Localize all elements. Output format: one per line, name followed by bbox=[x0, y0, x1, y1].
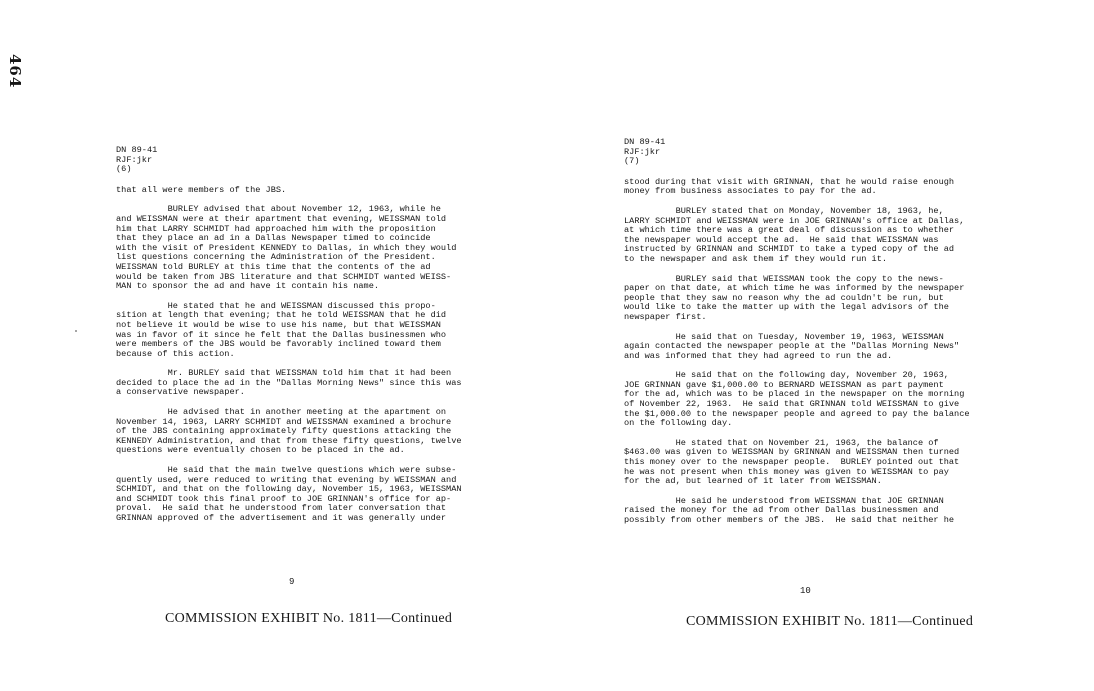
typist-initials: RJF:jkr bbox=[116, 154, 153, 165]
paragraph: BURLEY advised that about November 12, 1963, while he and WEISSMAN were at their apartment that evening, WEISSMAN told him that LARRY SCHMIDT had approached him with the proposition that they place an ad in a Dallas Newspaper timed to coincide with the visit of President KENNEDY to Dallas, in which they would list questions concerning the Administration of the President. WEISSMAN told BURLEY at this time that the contents of the ad would be taken from JBS literature and that SCHMIDT wanted WEISS- MAN to sponsor the ad and have it contain his name. bbox=[116, 204, 457, 292]
left-exhibit-caption: COMMISSION EXHIBIT No. 1811—Continued bbox=[165, 611, 453, 626]
paragraph: Mr. BURLEY said that WEISSMAN told him that it had been decided to place the ad in the "Dallas Morning News" since this was a conservative newspaper. bbox=[116, 368, 462, 398]
right-page-number: 10 bbox=[800, 586, 811, 596]
right-page-text bbox=[624, 138, 1008, 526]
paragraph: He stated that he and WEISSMAN discussed this propo- sition at length that evening; that he told WEISSMAN that he did not believe it would be wise to use his name, but that WEISSMAN was in favor of it since he felt that the Dallas businessmen who were members of the JBS would be favorably inclined toward them because of this action. bbox=[116, 300, 447, 359]
paragraph: He stated that on November 21, 1963, the balance of $463.00 was given to WEISSMAN by GRINNAN and WEISSMAN then turned this money over to the newspaper people. BURLEY pointed out that he was not present when this money was given to WEISSMAN to pay for the ad, but learned of it later from WEISSMAN. bbox=[624, 437, 960, 487]
paragraph: He said that on the following day, November 20, 1963, JOE GRINNAN gave $1,000.00 to BERNARD WEISSMAN as part payment for the ad, which was to be placed in the newspaper on the morning of November 22, 1963. He said that GRINNAN told WEISSMAN to give the $1,000.00 to the newspaper people and agreed to pay the balance on the following day. bbox=[624, 370, 970, 429]
continuation-text: that all were members of the JBS. bbox=[116, 184, 287, 195]
left-page-text bbox=[116, 146, 498, 524]
file-number: DN 89-41 bbox=[116, 145, 158, 155]
scan-speck bbox=[75, 330, 77, 332]
right-page-header bbox=[624, 138, 1008, 167]
paragraph: BURLEY said that WEISSMAN took the copy to the news- paper on that date, at which time he was informed by the newspaper people that they saw no reason why the ad couldn't be run, but would like to take the matter up with the legal advisors of the newspaper first. bbox=[624, 273, 965, 322]
left-page-header bbox=[116, 146, 498, 175]
paragraph: He advised that in another meeting at the apartment on November 14, 1963, LARRY SCHMIDT and WEISSMAN examined a brochure of the JBS containing approximately fifty questions attacking the KENNEDY Administration, and that from these fifty questions, twelve questions were eventually chosen to be placed in the ad. bbox=[116, 407, 462, 456]
sheet-number: (7) bbox=[624, 156, 640, 167]
sheet-number: (6) bbox=[116, 164, 132, 175]
paragraph: He said that the main twelve questions which were subse- quently used, were reduced to writing that evening by WEISSMAN and SCHMIDT, and that on the following day, November 15, 1963, WEISSMAN and SCHMIDT took this final proof to JOE GRINNAN's office for ap- proval. He said that he understood from later conversation that GRINNAN approved of the advertisement and it was generally under bbox=[116, 465, 462, 523]
paragraph: BURLEY stated that on Monday, November 18, 1963, he, LARRY SCHMIDT and WEISSMAN were in JOE GRINNAN's office at Dallas, at which time there was a great deal of discussion as to whether the newspaper would accept the ad. He said that WEISSMAN was instructed by GRINNAN and SCHMIDT to take a typed copy of the ad to the newspaper and ask them if they would run it. bbox=[624, 205, 965, 264]
sheet-page-number: 464 bbox=[6, 54, 24, 89]
right-exhibit-caption: COMMISSION EXHIBIT No. 1811—Continued bbox=[686, 614, 974, 629]
file-number: DN 89-41 bbox=[624, 137, 666, 147]
continuation-text: stood during that visit with GRINNAN, that he would raise enough money from business associates to pay for the ad. bbox=[624, 176, 955, 197]
paragraph: He said that on Tuesday, November 19, 1963, WEISSMAN again contacted the newspaper people at the "Dallas Morning News" and was informed that they had agreed to run the ad. bbox=[624, 331, 960, 361]
left-page-number: 9 bbox=[289, 577, 295, 587]
paragraph: He said he understood from WEISSMAN that JOE GRINNAN raised the money for the ad from other Dallas businessmen and possibly from other members of the JBS. He said that neither he bbox=[624, 495, 955, 525]
typist-initials: RJF:jkr bbox=[624, 146, 661, 157]
